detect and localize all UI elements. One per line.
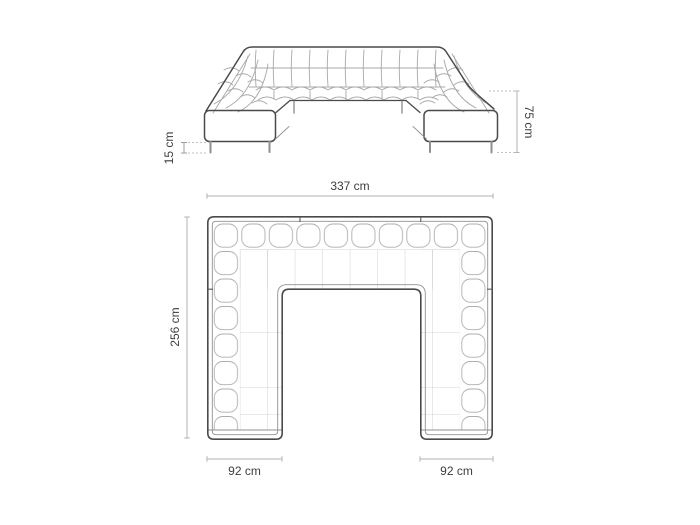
overall-depth-label: 256 cm (168, 307, 183, 347)
dimension-overall-width (207, 179, 493, 199)
right-arm-width-label: 92 cm (440, 464, 473, 478)
left-arm-width-label: 92 cm (228, 464, 261, 478)
overall-height-dimension-line (515, 91, 520, 153)
left-platform-edge (276, 127, 290, 140)
overall-height-extension-lines (489, 91, 518, 153)
leg-height-extension-lines (184, 143, 206, 154)
dimension-left-arm-width (207, 456, 282, 478)
leg-height-dimension-line (181, 143, 187, 154)
left-arm-width-dimension-line (207, 456, 282, 462)
dimension-right-arm-width (420, 456, 493, 478)
dimension-overall-height (489, 91, 536, 153)
left-arm-front-panel (205, 111, 276, 142)
backrest-tufting (249, 50, 445, 100)
plan-back-cushions (212, 222, 487, 250)
leg-height-label: 15 cm (162, 131, 177, 165)
dimension-overall-depth (168, 217, 190, 438)
overall-width-dimension-line (207, 193, 493, 199)
right-arm-front-panel (424, 111, 498, 142)
perspective-view (205, 47, 498, 153)
right-arm-width-dimension-line (420, 456, 493, 462)
plan-right-arm-cushions (460, 250, 488, 430)
dimension-leg-height (162, 132, 206, 165)
overall-width-label: 337 cm (330, 179, 370, 193)
overall-height-label: 75 cm (521, 105, 536, 139)
center-base (276, 101, 420, 113)
center-legs (294, 102, 402, 114)
plan-left-arm-cushions (212, 250, 240, 430)
sofa-legs (211, 142, 492, 153)
plan-view (208, 217, 492, 439)
plan-left-arm-grid (240, 250, 282, 431)
left-arm-tufting (213, 54, 268, 113)
overall-depth-dimension-line (184, 217, 190, 438)
plan-right-arm-grid (421, 250, 460, 431)
right-arm-tufting (420, 54, 489, 113)
sofa-outer-silhouette (206, 47, 494, 111)
